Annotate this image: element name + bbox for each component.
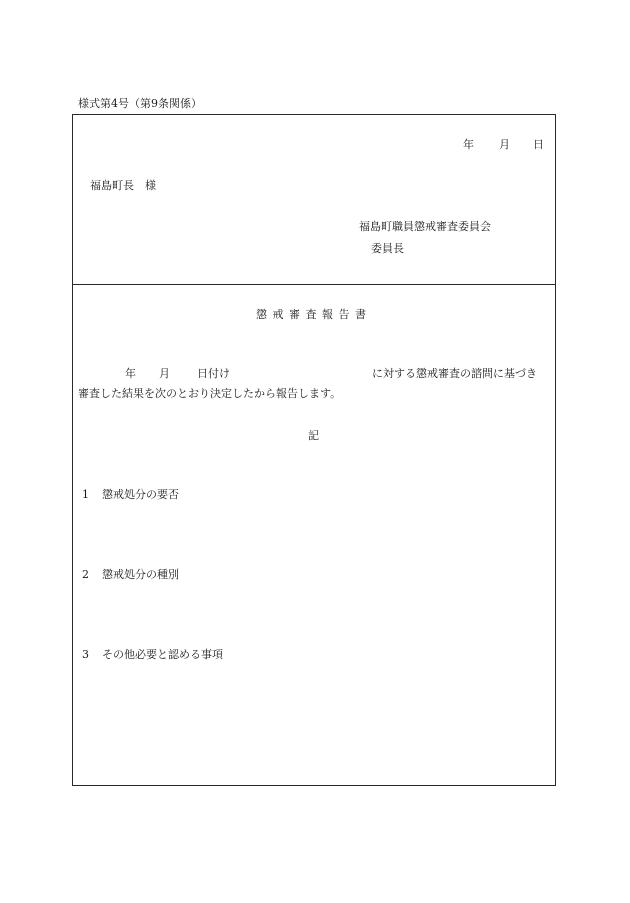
intro-inquiry-text: に対する懲戒審査の諮問に基づき xyxy=(372,367,537,380)
header-divider xyxy=(72,284,556,285)
document-title: 懲戒審査報告書 xyxy=(256,308,372,321)
ki-label: 記 xyxy=(308,429,319,442)
item-number: 1 xyxy=(82,488,89,501)
intro-second-line: 審査した結果を次のとおり決定したから報告します。 xyxy=(78,387,342,400)
sender-title: 委員長 xyxy=(371,242,404,255)
addressee: 福島町長 様 xyxy=(90,179,156,192)
date-year-label: 年 xyxy=(463,138,474,151)
item-number: 3 xyxy=(82,648,89,661)
date-month-label: 月 xyxy=(499,138,510,151)
intro-year-label: 年 xyxy=(125,367,136,380)
intro-month-label: 月 xyxy=(159,367,170,380)
form-frame xyxy=(72,114,556,786)
date-day-label: 日 xyxy=(533,138,544,151)
item-number: 2 xyxy=(82,568,89,581)
item-2 xyxy=(82,569,179,580)
intro-date-suffix: 日付け xyxy=(197,367,230,380)
sender-organization: 福島町職員懲戒審査委員会 xyxy=(359,220,491,233)
item-label: 懲戒処分の要否 xyxy=(102,488,179,501)
item-label: その他必要と認める事項 xyxy=(102,648,223,661)
item-label: 懲戒処分の種別 xyxy=(102,568,179,581)
item-3 xyxy=(82,649,223,660)
form-number: 様式第4号（第9条関係） xyxy=(78,97,202,110)
item-1 xyxy=(82,489,179,500)
